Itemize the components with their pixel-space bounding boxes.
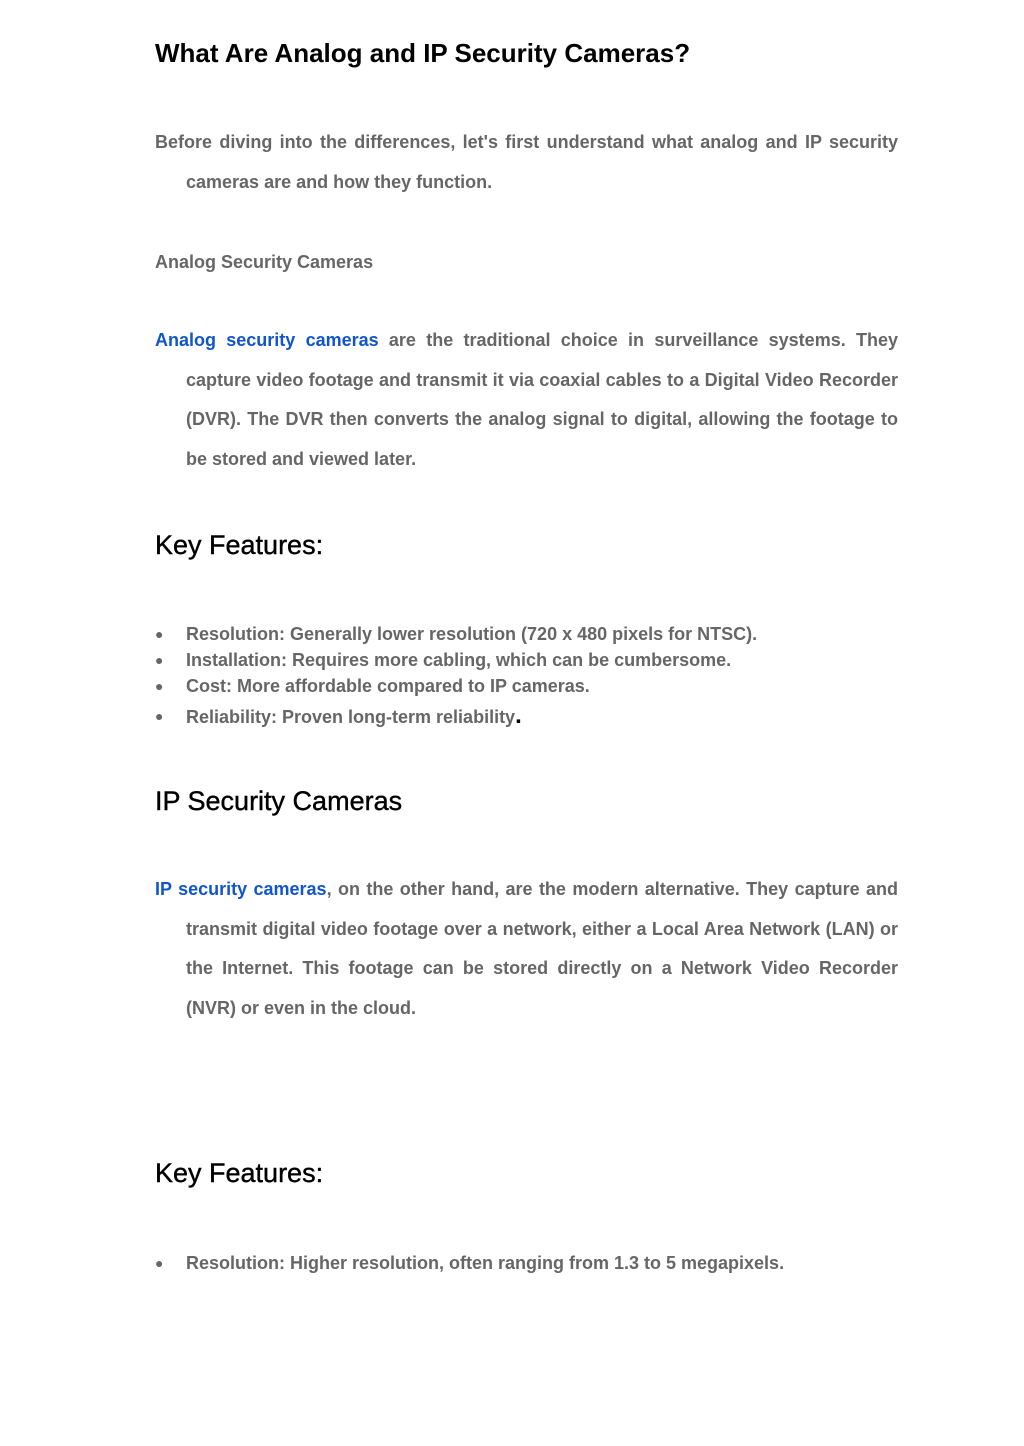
analog-subheading: Analog Security Cameras [155,252,374,272]
feature-text: Installation: Requires more cabling, which can be cumbersome. [186,650,732,670]
feature-text: Reliability: Proven long-term reliability [186,707,516,727]
list-item [155,647,898,673]
intro-paragraph: Before diving into the differences, let's first understand what analog and IP security cameras are and how they function. [155,132,898,192]
bullet-icon: ● [155,678,164,694]
list-item [155,1250,898,1276]
ip-features-list [155,1250,898,1276]
feature-text: Resolution: Generally lower resolution (720 x 480 pixels for NTSC). [186,624,758,644]
list-item [155,621,898,647]
feature-text: Resolution: Higher resolution, often ranging from 1.3 to 5 megapixels. [186,1253,785,1273]
bullet-icon: ● [155,708,164,724]
list-item [155,673,898,699]
ip-body-text: , on the other hand, are the modern alternative. They capture and transmit digital video footage over a network, either a Local Area Network (LAN) or the Internet. This footage can be stored directly on a Network Video Recorder (NVR) or even in the cloud. [186,879,898,1019]
list-item [155,699,898,734]
bullet-icon: ● [155,1255,164,1271]
analog-cameras-link[interactable]: Analog security cameras [155,330,379,350]
analog-features-heading: Key Features: [155,530,324,560]
ip-features-heading: Key Features: [155,1158,324,1188]
feature-period: . [515,702,522,729]
analog-features-list [155,621,898,734]
bullet-icon: ● [155,652,164,668]
feature-text: Cost: More affordable compared to IP cameras. [186,676,590,696]
page-title: What Are Analog and IP Security Cameras? [155,38,691,68]
analog-body-text: are the traditional choice in surveillance systems. They capture video footage and transmit it via coaxial cables to a Digital Video Recorder (DVR). The DVR then converts the analog signal to digital, allowing the footage to be stored and viewed later. [186,330,898,470]
analog-paragraph [155,321,898,480]
ip-heading: IP Security Cameras [155,786,403,816]
bullet-icon: ● [155,626,164,642]
ip-paragraph [155,870,898,1029]
ip-cameras-link[interactable]: IP security cameras [155,879,327,899]
